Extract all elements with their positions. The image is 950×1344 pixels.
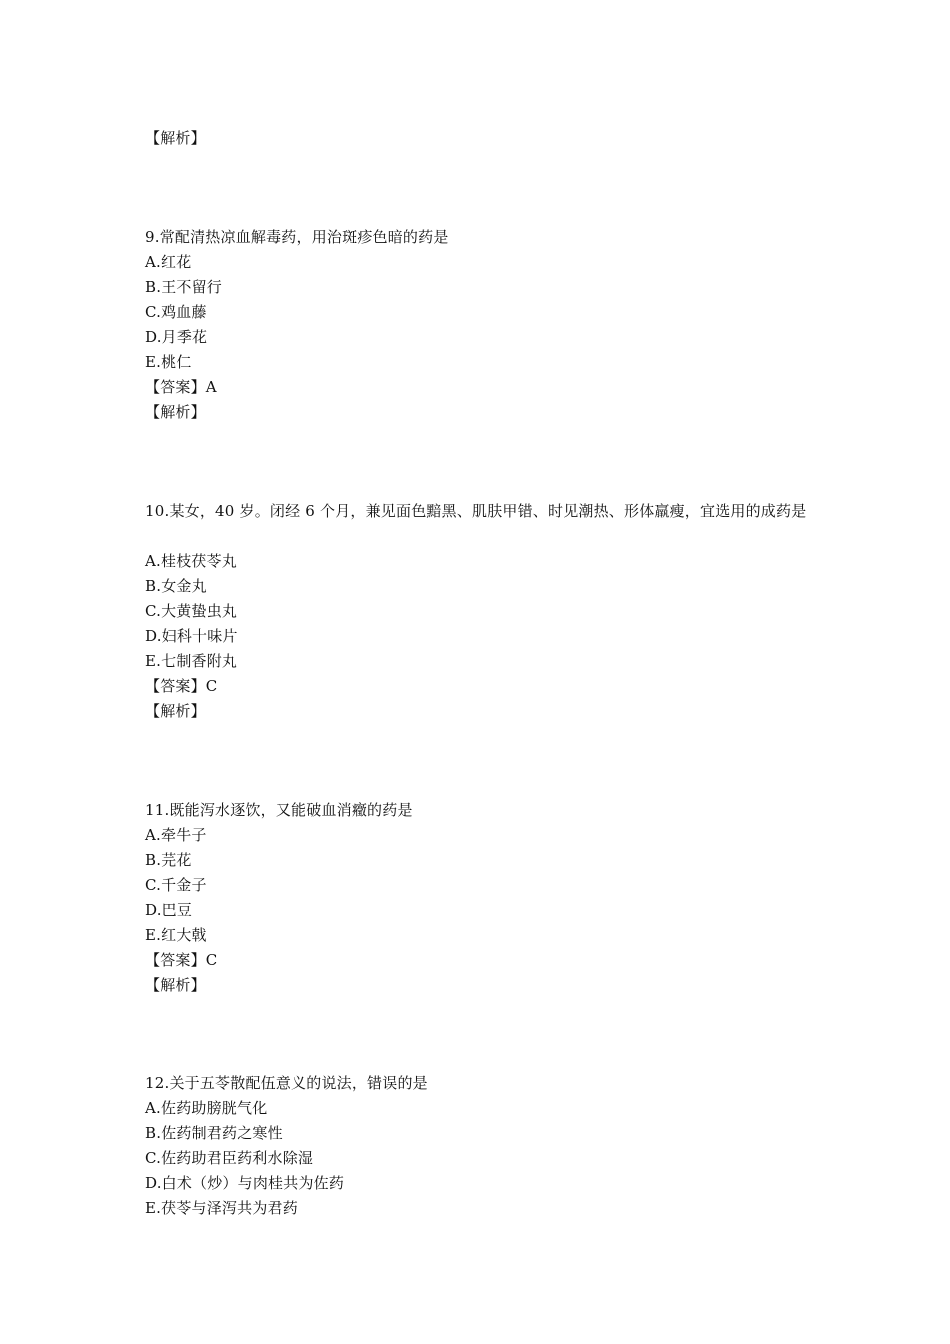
answer-label: 【答案】A xyxy=(145,378,217,396)
option-d: D.巴豆 xyxy=(145,901,193,919)
analysis-label: 【解析】 xyxy=(145,976,206,994)
question-stem: 12.关于五苓散配伍意义的说法，错误的是 xyxy=(145,1074,428,1092)
option-c: C.千金子 xyxy=(145,876,207,894)
option-d: D.妇科十味片 xyxy=(145,627,238,645)
answer-label: 【答案】C xyxy=(145,951,218,969)
analysis-label: 【解析】 xyxy=(145,129,206,147)
option-b: B.佐药制君药之寒性 xyxy=(145,1124,283,1142)
option-b: B.王不留行 xyxy=(145,278,222,296)
option-e: E.茯苓与泽泻共为君药 xyxy=(145,1199,298,1217)
option-c: C.鸡血藤 xyxy=(145,303,207,321)
question-stem: 9.常配清热凉血解毒药，用治斑疹色暗的药是 xyxy=(145,228,449,246)
option-d: D.月季花 xyxy=(145,328,208,346)
option-b: B.女金丸 xyxy=(145,577,207,595)
option-c: C.佐药助君臣药利水除湿 xyxy=(145,1149,314,1167)
option-e: E.七制香附丸 xyxy=(145,652,238,670)
option-e: E.桃仁 xyxy=(145,353,192,371)
option-e: E.红大戟 xyxy=(145,926,207,944)
analysis-label: 【解析】 xyxy=(145,702,206,720)
answer-label: 【答案】C xyxy=(145,677,218,695)
option-a: A.桂枝茯苓丸 xyxy=(145,552,238,570)
question-stem: 11.既能泻水逐饮，又能破血消癥的药是 xyxy=(145,801,413,819)
option-c: C.大黄蛰虫丸 xyxy=(145,602,238,620)
question-stem: 10.某女，40 岁。闭经 6 个月，兼见面色黯黑、肌肤甲错、时见潮热、形体羸瘦，宜选用的成药是 xyxy=(145,502,807,520)
option-d: D.白术（炒）与肉桂共为佐药 xyxy=(145,1174,345,1192)
option-b: B.芫花 xyxy=(145,851,192,869)
option-a: A.佐药助膀胱气化 xyxy=(145,1099,268,1117)
option-a: A.牵牛子 xyxy=(145,826,207,844)
analysis-label: 【解析】 xyxy=(145,403,206,421)
option-a: A.红花 xyxy=(145,253,192,271)
